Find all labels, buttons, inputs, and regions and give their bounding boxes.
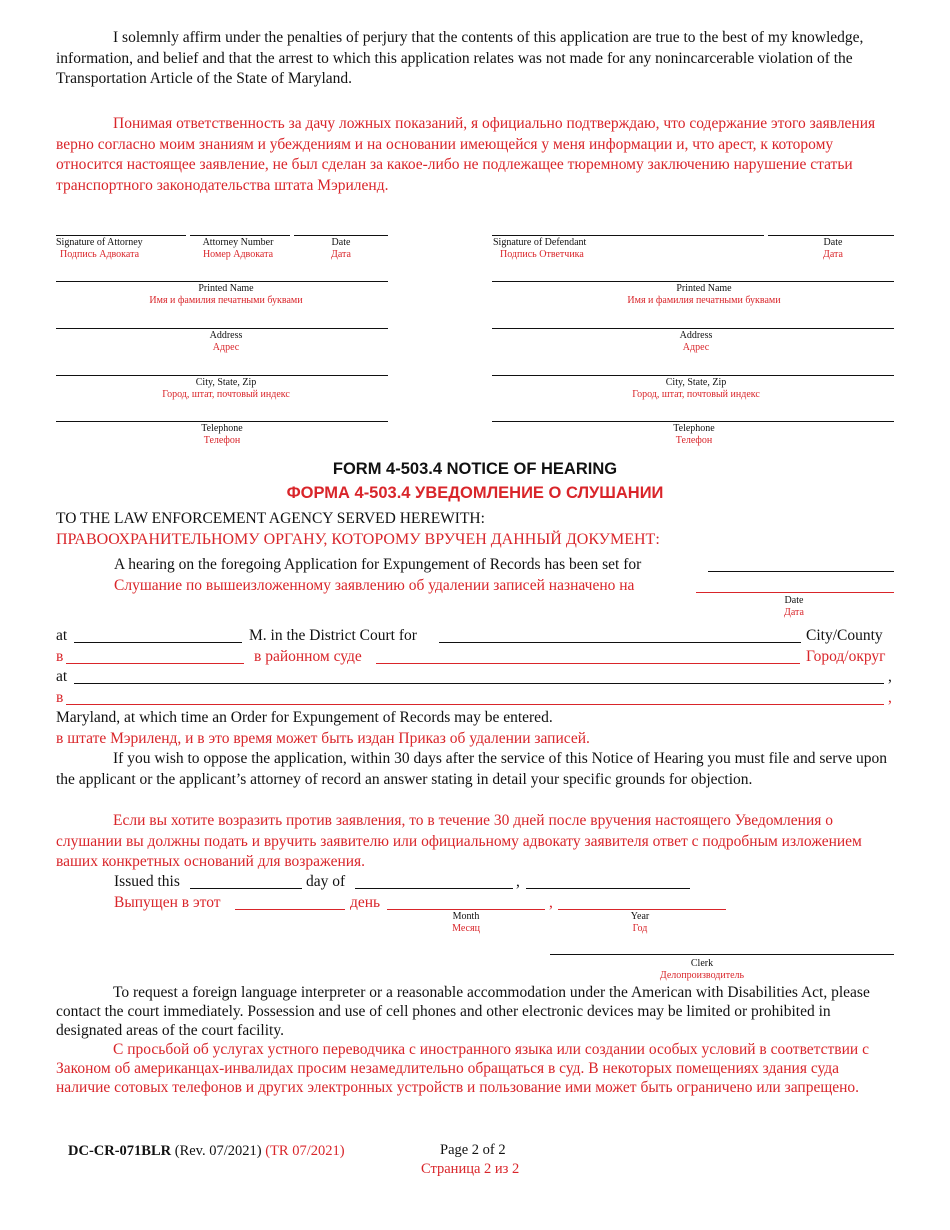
to-agency-en: TO THE LAW ENFORCEMENT AGENCY SERVED HEREWITH: <box>56 510 485 527</box>
day-of-ru: день <box>350 894 381 911</box>
defendant-signature-label: Signature of Defendant Подпись Ответчика <box>493 237 587 260</box>
hearing-ru: Слушание по вышеизложенному заявлению об удалении записей назначено на <box>114 577 635 594</box>
attorney-address-label: Address Адрес <box>209 330 243 353</box>
oppose-en: If you wish to oppose the application, within 30 days after the service of this Notice of Hearing you must file and serve upon the applicant or the applicant’s attorney of record an answer stating in detail your specific grounds for objection. <box>56 750 887 788</box>
footer-form-id: DC-CR-071BLR (Rev. 07/2021) (TR 07/2021) <box>68 1143 345 1159</box>
hearing-date-line-ru[interactable] <box>696 592 894 593</box>
attorney-printed-name-line[interactable] <box>56 281 388 282</box>
maryland-en: Maryland, at which time an Order for Expungement of Records may be entered. <box>56 709 553 726</box>
clerk-signature-line[interactable] <box>550 954 894 955</box>
attorney-city-line[interactable] <box>56 375 388 376</box>
oppose-ru: Если вы хотите возразить против заявления, то в течение 30 дней после вручения настоящего Уведомления о слушании вы должны подать и вручить заявителю или официальному адвокату заявителя ответ с подробным изложением ваших конкретных оснований для возражения. <box>56 812 862 870</box>
defendant-address-label: Address Адрес <box>679 330 713 353</box>
issued-year-line-ru[interactable] <box>558 909 726 910</box>
district-court-line[interactable] <box>439 642 801 643</box>
footer-page-en: Page 2 of 2 <box>440 1142 506 1158</box>
issued-day-line[interactable] <box>190 888 302 889</box>
comma-en: , <box>888 668 892 685</box>
attorney-date-line[interactable] <box>294 235 388 236</box>
issued-comma-ru: , <box>549 894 553 911</box>
month-label: Month Месяц <box>452 911 480 934</box>
defendant-printed-name-label: Printed Name Имя и фамилия печатными буквами <box>627 283 781 306</box>
day-of-en: day of <box>306 873 346 890</box>
at-label-ru: в <box>56 648 64 665</box>
defendant-city-label: City, State, Zip Город, штат, почтовый индекс <box>632 377 760 400</box>
affirmation-ru: Понимая ответственность за дачу ложных показаний, я официально подтверждаю, что содержание этого заявления верно согласно моим знаниям и убеждениям и на основании имеющейся у меня информации и, что арест, к которому относится настоящее заявление, не был сделан за какое-либо не подлежащее тюремному заключению нарушение статьи транспортного законодательства штата Мэриленд. <box>56 115 876 194</box>
time-line-ru[interactable] <box>66 663 244 664</box>
hearing-date-line[interactable] <box>708 571 894 572</box>
attorney-printed-name-label: Printed Name Имя и фамилия печатными буквами <box>149 283 303 306</box>
district-court-line-ru[interactable] <box>376 663 800 664</box>
footer-page-ru: Страница 2 из 2 <box>421 1161 520 1177</box>
hearing-en: A hearing on the foregoing Application for Expungement of Records has been set for <box>114 556 642 573</box>
defendant-telephone-line[interactable] <box>492 421 894 422</box>
issued-day-line-ru[interactable] <box>235 909 345 910</box>
at-label-en: at <box>56 627 68 644</box>
attorney-number-line[interactable] <box>190 235 290 236</box>
defendant-signature-line[interactable] <box>492 235 764 236</box>
defendant-date-line[interactable] <box>768 235 894 236</box>
affirmation-en: I solemnly affirm under the penalties of perjury that the contents of this application are true to the best of my knowledge, information, and belief and that the arrest to which this application relates was not made for any nonincarcerable violation of the Transportation Article of the State of Maryland. <box>56 29 864 87</box>
at2-label-en: at <box>56 668 68 685</box>
location-line-ru[interactable] <box>66 704 884 705</box>
hearing-date-label: Date Дата <box>784 595 804 618</box>
location-line[interactable] <box>74 683 884 684</box>
m-court-ru: в районном суде <box>254 648 362 665</box>
defendant-address-line[interactable] <box>492 328 894 329</box>
defendant-telephone-label: Telephone Телефон <box>673 423 715 446</box>
city-county-ru: Город/округ <box>806 648 886 665</box>
attorney-city-label: City, State, Zip Город, штат, почтовый индекс <box>162 377 290 400</box>
city-county-en: City/County <box>806 627 883 644</box>
issued-month-line-ru[interactable] <box>387 909 545 910</box>
at2-label-ru: в <box>56 689 64 706</box>
clerk-label: Clerk Делопроизводитель <box>659 958 745 981</box>
attorney-number-label: Attorney Number Номер Адвоката <box>202 237 274 260</box>
issued-month-line[interactable] <box>355 888 513 889</box>
to-agency-ru: ПРАВООХРАНИТЕЛЬНОМУ ОРГАНУ, КОТОРОМУ ВРУЧЕН ДАННЫЙ ДОКУМЕНТ: <box>56 531 660 548</box>
issued-comma-en: , <box>516 873 520 890</box>
year-label: Year Год <box>630 911 650 934</box>
defendant-city-line[interactable] <box>492 375 894 376</box>
issued-year-line[interactable] <box>526 888 690 889</box>
comma-ru: , <box>888 689 892 706</box>
interpreter-en: To request a foreign language interpreter or a reasonable accommodation under the American with Disabilities Act, please contact the court immediately. Possession and use of cell phones and other electronic devices may be limited or prohibited in designated areas of the court facility. <box>56 984 870 1039</box>
notice-title-en: FORM 4-503.4 NOTICE OF HEARING <box>332 460 618 478</box>
notice-title-ru: ФОРМА 4-503.4 УВЕДОМЛЕНИЕ О СЛУШАНИИ <box>286 484 664 502</box>
m-court-en: M. in the District Court for <box>249 627 417 644</box>
interpreter-ru: С просьбой об услугах устного переводчика с иностранного языка или создании особых условий в соответствии с Законом об американцах-инвалидах просим незамедлительно обращаться в суд. В некоторых помещениях здания суда наличие сотовых телефонов и других электронных устройств и пользование ими может быть ограничено или запрещено. <box>56 1041 869 1096</box>
defendant-printed-name-line[interactable] <box>492 281 894 282</box>
attorney-address-line[interactable] <box>56 328 388 329</box>
attorney-signature-line[interactable] <box>56 235 186 236</box>
attorney-telephone-line[interactable] <box>56 421 388 422</box>
attorney-date-label: Date Дата <box>331 237 351 260</box>
maryland-ru: в штате Мэриленд, и в это время может быть издан Приказ об удалении записей. <box>56 730 590 747</box>
issued-ru: Выпущен в этот <box>114 894 221 911</box>
time-line[interactable] <box>74 642 242 643</box>
attorney-signature-label: Signature of Attorney Подпись Адвоката <box>56 237 143 260</box>
attorney-telephone-label: Telephone Телефон <box>201 423 243 446</box>
issued-en: Issued this <box>114 873 180 890</box>
defendant-date-label: Date Дата <box>823 237 843 260</box>
